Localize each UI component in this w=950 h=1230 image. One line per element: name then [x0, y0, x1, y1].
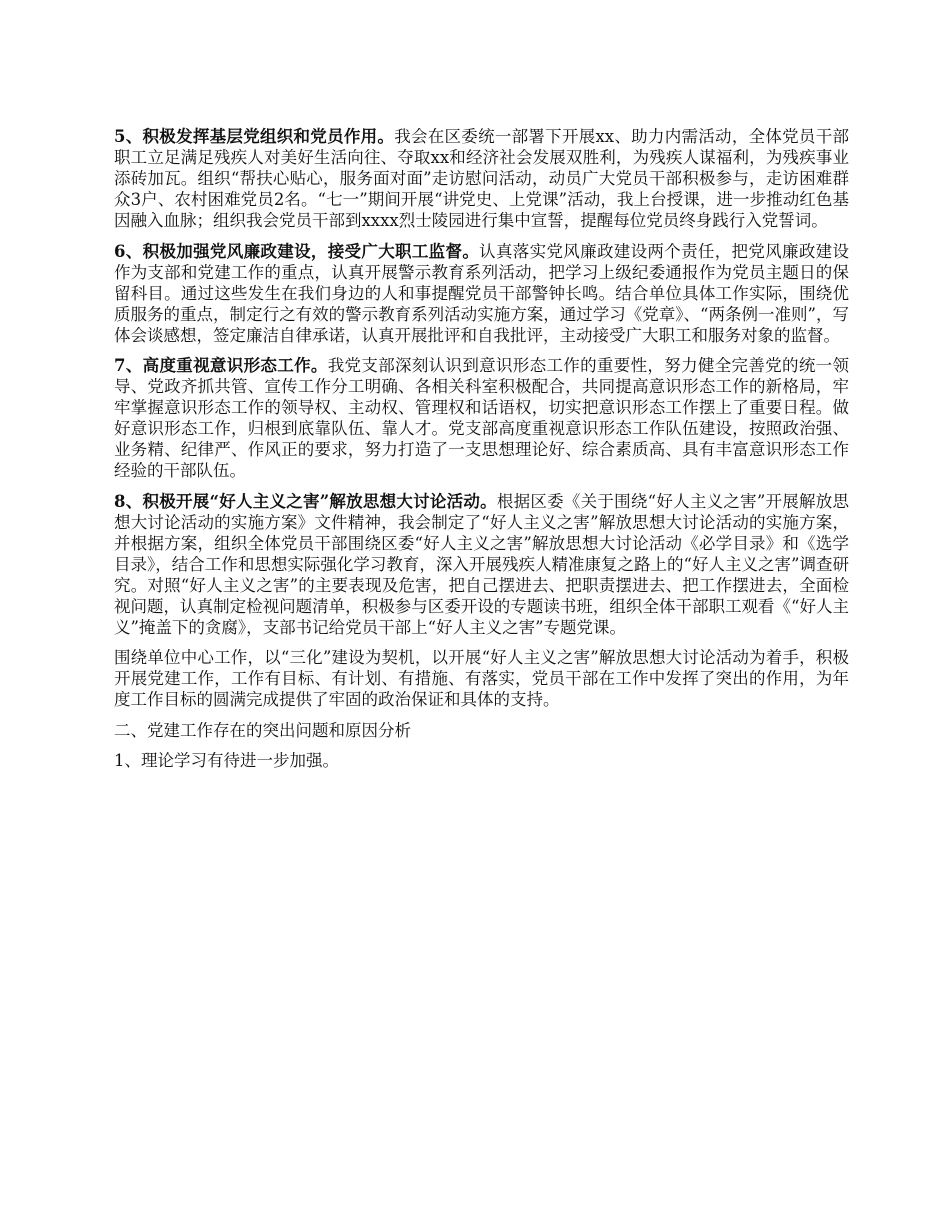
- paragraph-7: [114, 355, 849, 481]
- paragraph-6-lead: 6、积极加强党风廉政建设，接受广大职工监督。: [114, 241, 480, 261]
- paragraph-7-body: 我党支部深刻认识到意识形态工作的重要性，努力健全完善党的统一领导、党政齐抓共管、宣传工作分工明确、各相关科室积极配合，共同提高意识形态工作的新格局，牢牢掌握意识形态工作的领导权、主动权、管理权和话语权，切实把意识形态工作摆上了重要日程。做好意识形态工作，归根到底靠队伍、靠人才。党支部高度重视意识形态工作队伍建设，按照政治强、业务精、纪律严、作风正的要求，努力打造了一支思想理论好、综合素质高、具有丰富意识形态工作经验的干部队伍。: [114, 356, 849, 480]
- paragraph-5-lead: 5、积极发挥基层党组织和党员作用。: [114, 127, 395, 146]
- sub-heading: 1、理论学习有待进一步加强。: [114, 751, 339, 770]
- paragraph-6: [114, 241, 849, 346]
- paragraph-7-lead: 7、高度重视意识形态工作。: [114, 356, 328, 375]
- paragraph-8-lead: 8、积极开展“好人主义之害”解放思想大讨论活动。: [114, 491, 497, 511]
- paragraph-5-body: 我会在区委统一部署下开展xx、助力内需活动，全体党员干部职工立足满足残疾人对美好生活向往、夺取xx和经济社会发展双胜利，为残疾人谋福利，为残疾事业添砖加瓦。组织“帮扶心贴心，服务面对面”走访慰问活动，动员广大党员干部积极参与，走访困难群众3户、农村困难党员2名。“七一”期间开展“讲党史、上党课”活动，我上台授课，进一步推动红色基因融入血脉；组织我会党员干部到xxxx烈士陵园进行集中宣誓，提醒每位党员终身践行入党誓词。: [114, 127, 849, 230]
- paragraph-8: [114, 491, 849, 638]
- summary-paragraph: [114, 647, 849, 710]
- paragraph-8-body: 根据区委《关于围绕“好人主义之害”开展解放思想大讨论活动的实施方案》文件精神，我会制定了“好人主义之害”解放思想大讨论活动的实施方案，并根据方案，组织全体党员干部围绕区委“好人主义之害”解放思想大讨论活动《必学目录》和《选学目录》，结合工作和思想实际强化学习教育，深入开展残疾人精准康复之路上的“好人主义之害”调查研究。对照“好人主义之害”的主要表现及危害，把自己摆进去、把职责摆进去、把工作摆进去，全面检视问题，认真制定检视问题清单，积极参与区委开设的专题读书班，组织全体干部职工观看《“好人主义”掩盖下的贪腐》，支部书记给党员干部上“好人主义之害”专题党课。: [114, 491, 849, 637]
- paragraph-5: [114, 126, 849, 231]
- paragraph-6-body: 认真落实党风廉政建设两个责任，把党风廉政建设作为支部和党建工作的重点，认真开展警示教育系列活动，把学习上级纪委通报作为党员主题日的保留科目。通过这些发生在我们身边的人和事提醒党员干部警钟长鸣。结合单位具体工作实际，围绕优质服务的重点，制定行之有效的警示教育系列活动实施方案，通过学习《党章》、“两条例一准则”，写体会谈感想，签定廉洁自律承诺，认真开展批评和自我批评，主动接受广大职工和服务对象的监督。: [114, 241, 850, 345]
- document-page: [114, 126, 849, 781]
- summary-paragraph-body: 围绕单位中心工作，以“三化”建设为契机，以开展“好人主义之害”解放思想大讨论活动为着手，积极开展党建工作，工作有目标、有计划、有措施、有落实，党员干部在工作中发挥了突出的作用，为年度工作目标的圆满完成提供了牢固的政治保证和具体的支持。: [114, 648, 849, 709]
- section-heading: 二、党建工作存在的突出问题和原因分析: [114, 720, 411, 740]
